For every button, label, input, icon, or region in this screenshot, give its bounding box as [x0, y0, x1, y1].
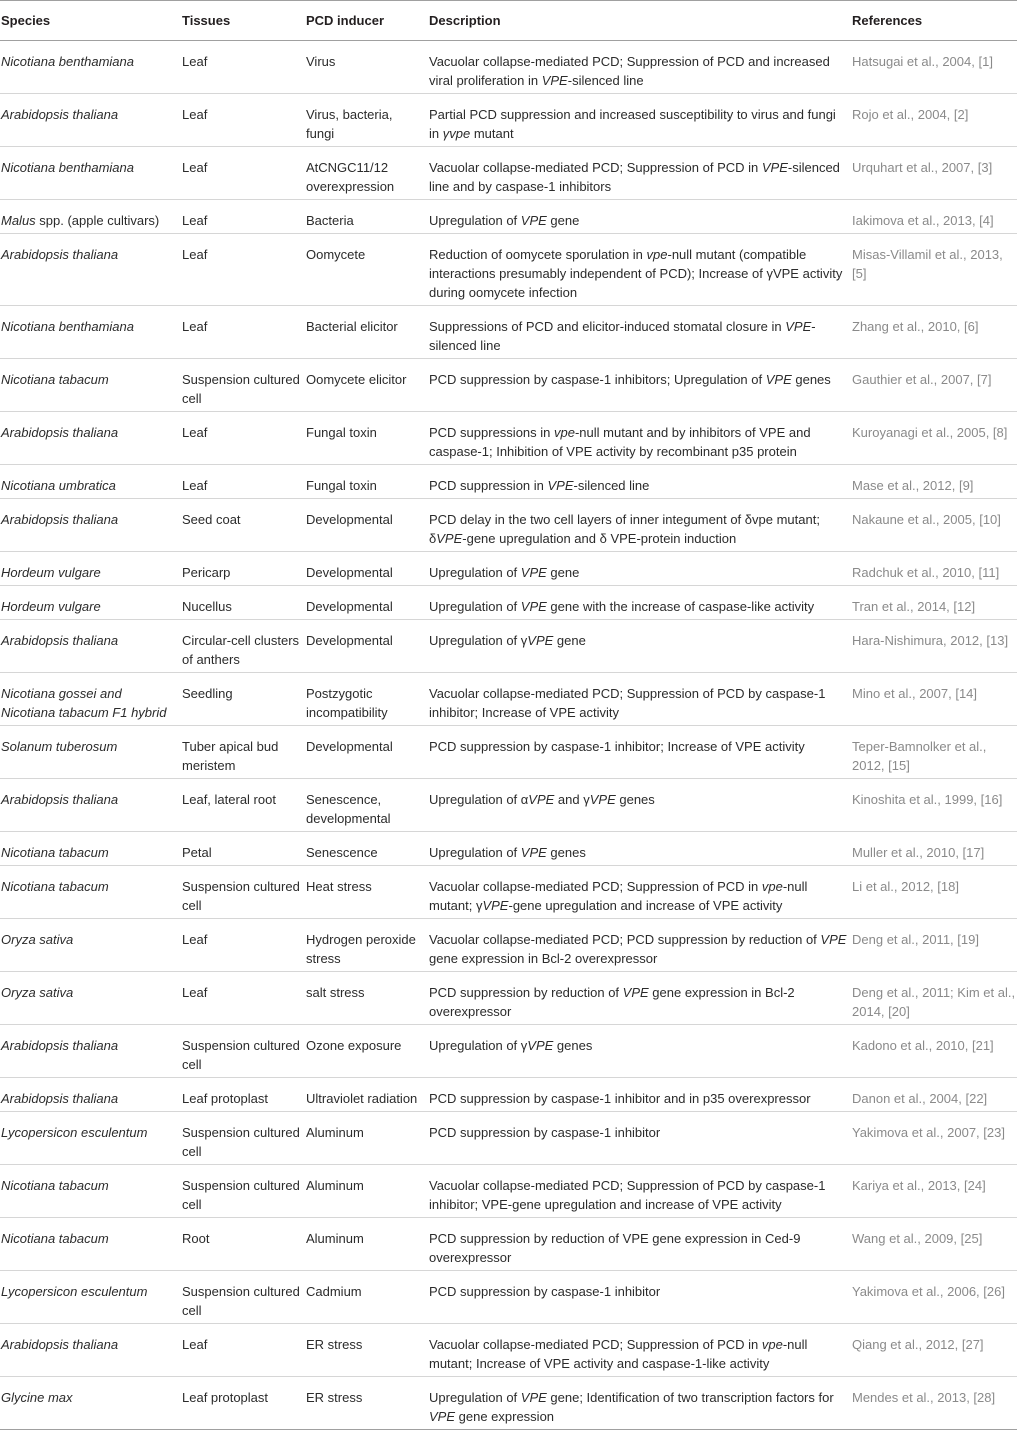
reference-cell: Hara-Nishimura, 2012, [13] [851, 620, 1017, 673]
tissue-cell: Leaf protoplast [181, 1078, 305, 1112]
species-cell: Arabidopsis thaliana [0, 499, 181, 552]
tissue-cell: Pericarp [181, 552, 305, 586]
reference-cell: Danon et al., 2004, [22] [851, 1078, 1017, 1112]
inducer-cell: Oomycete [305, 234, 428, 306]
header-row [0, 1, 1017, 41]
species-cell: Lycopersicon esculentum [0, 1271, 181, 1324]
species-cell: Arabidopsis thaliana [0, 94, 181, 147]
tissue-cell: Leaf [181, 919, 305, 972]
description-cell: PCD suppression by caspase-1 inhibitor; Increase of VPE activity [428, 726, 851, 779]
description-cell: Reduction of oomycete sporulation in vpe-null mutant (compatible interactions presumably independent of PCD); Increase of γVPE activity during oomycete infection [428, 234, 851, 306]
table-row [0, 359, 1017, 412]
species-cell: Nicotiana benthamiana [0, 306, 181, 359]
tissue-cell: Suspension cultured cell [181, 866, 305, 919]
table-row [0, 465, 1017, 499]
species-cell: Nicotiana tabacum [0, 1218, 181, 1271]
reference-cell: Deng et al., 2011; Kim et al., 2014, [20] [851, 972, 1017, 1025]
description-cell: Vacuolar collapse-mediated PCD; Suppression of PCD and increased viral proliferation in VPE-silenced line [428, 41, 851, 94]
inducer-cell: Postzygotic incompatibility [305, 673, 428, 726]
table-row [0, 412, 1017, 465]
table-row [0, 1218, 1017, 1271]
header-pcd-inducer: PCD inducer [305, 1, 428, 41]
inducer-cell: Virus, bacteria, fungi [305, 94, 428, 147]
reference-cell: Hatsugai et al., 2004, [1] [851, 41, 1017, 94]
reference-cell: Mase et al., 2012, [9] [851, 465, 1017, 499]
table-row [0, 1271, 1017, 1324]
table-row [0, 866, 1017, 919]
tissue-cell: Suspension cultured cell [181, 1112, 305, 1165]
reference-cell: Rojo et al., 2004, [2] [851, 94, 1017, 147]
table-row [0, 234, 1017, 306]
reference-cell: Kuroyanagi et al., 2005, [8] [851, 412, 1017, 465]
inducer-cell: ER stress [305, 1324, 428, 1377]
species-cell: Arabidopsis thaliana [0, 412, 181, 465]
inducer-cell: Bacteria [305, 200, 428, 234]
species-cell: Nicotiana benthamiana [0, 41, 181, 94]
reference-cell: Gauthier et al., 2007, [7] [851, 359, 1017, 412]
species-cell: Arabidopsis thaliana [0, 779, 181, 832]
description-cell: PCD suppression by reduction of VPE gene expression in Bcl-2 overexpressor [428, 972, 851, 1025]
description-cell: PCD suppression by caspase-1 inhibitors; Upregulation of VPE genes [428, 359, 851, 412]
inducer-cell: Fungal toxin [305, 412, 428, 465]
species-cell: Oryza sativa [0, 972, 181, 1025]
table-row [0, 832, 1017, 866]
reference-cell: Urquhart et al., 2007, [3] [851, 147, 1017, 200]
header-references: References [851, 1, 1017, 41]
table-row [0, 1078, 1017, 1112]
inducer-cell: salt stress [305, 972, 428, 1025]
description-cell: Upregulation of VPE gene; Identification of two transcription factors for VPE gene expression [428, 1377, 851, 1430]
tissue-cell: Nucellus [181, 586, 305, 620]
species-cell: Nicotiana tabacum [0, 359, 181, 412]
species-cell: Solanum tuberosum [0, 726, 181, 779]
reference-cell: Wang et al., 2009, [25] [851, 1218, 1017, 1271]
description-cell: Upregulation of γVPE genes [428, 1025, 851, 1078]
inducer-cell: Developmental [305, 499, 428, 552]
inducer-cell: ER stress [305, 1377, 428, 1430]
tissue-cell: Leaf [181, 200, 305, 234]
table-row [0, 1324, 1017, 1377]
species-cell: Hordeum vulgare [0, 586, 181, 620]
tissue-cell: Leaf [181, 1324, 305, 1377]
table-row [0, 726, 1017, 779]
reference-cell: Yakimova et al., 2006, [26] [851, 1271, 1017, 1324]
inducer-cell: Heat stress [305, 866, 428, 919]
tissue-cell: Leaf [181, 234, 305, 306]
reference-cell: Kadono et al., 2010, [21] [851, 1025, 1017, 1078]
description-cell: PCD suppression by caspase-1 inhibitor [428, 1271, 851, 1324]
inducer-cell: Oomycete elicitor [305, 359, 428, 412]
species-cell: Arabidopsis thaliana [0, 234, 181, 306]
tissue-cell: Suspension cultured cell [181, 1025, 305, 1078]
inducer-cell: Senescence [305, 832, 428, 866]
description-cell: Upregulation of VPE gene [428, 552, 851, 586]
description-cell: Upregulation of αVPE and γVPE genes [428, 779, 851, 832]
description-cell: Upregulation of VPE gene [428, 200, 851, 234]
reference-cell: Qiang et al., 2012, [27] [851, 1324, 1017, 1377]
species-cell: Glycine max [0, 1377, 181, 1430]
description-cell: Vacuolar collapse-mediated PCD; Suppression of PCD by caspase-1 inhibitor; Increase of VPE activity [428, 673, 851, 726]
description-cell: Vacuolar collapse-mediated PCD; Suppression of PCD in VPE-silenced line and by caspase-1 inhibitors [428, 147, 851, 200]
description-cell: PCD suppression by caspase-1 inhibitor and in p35 overexpressor [428, 1078, 851, 1112]
tissue-cell: Tuber apical bud meristem [181, 726, 305, 779]
table-row [0, 620, 1017, 673]
description-cell: PCD suppressions in vpe-null mutant and by inhibitors of VPE and caspase-1; Inhibition of VPE activity by recombinant p35 protein [428, 412, 851, 465]
table-row [0, 200, 1017, 234]
species-cell: Lycopersicon esculentum [0, 1112, 181, 1165]
species-cell: Hordeum vulgare [0, 552, 181, 586]
species-cell: Arabidopsis thaliana [0, 620, 181, 673]
inducer-cell: Ozone exposure [305, 1025, 428, 1078]
description-cell: PCD suppression in VPE-silenced line [428, 465, 851, 499]
inducer-cell: Developmental [305, 620, 428, 673]
reference-cell: Nakaune et al., 2005, [10] [851, 499, 1017, 552]
tissue-cell: Leaf [181, 306, 305, 359]
table-row [0, 919, 1017, 972]
table-row [0, 586, 1017, 620]
species-cell: Nicotiana tabacum [0, 866, 181, 919]
table-row [0, 1377, 1017, 1430]
tissue-cell: Root [181, 1218, 305, 1271]
table-row [0, 673, 1017, 726]
table-row [0, 779, 1017, 832]
species-cell: Arabidopsis thaliana [0, 1078, 181, 1112]
inducer-cell: Bacterial elicitor [305, 306, 428, 359]
inducer-cell: Aluminum [305, 1112, 428, 1165]
table-row [0, 94, 1017, 147]
tissue-cell: Leaf, lateral root [181, 779, 305, 832]
description-cell: PCD suppression by caspase-1 inhibitor [428, 1112, 851, 1165]
reference-cell: Li et al., 2012, [18] [851, 866, 1017, 919]
description-cell: Upregulation of VPE genes [428, 832, 851, 866]
description-cell: Suppressions of PCD and elicitor-induced stomatal closure in VPE-silenced line [428, 306, 851, 359]
description-cell: Vacuolar collapse-mediated PCD; Suppression of PCD in vpe-null mutant; Increase of VPE activity and caspase-1-like activity [428, 1324, 851, 1377]
description-cell: Upregulation of γVPE gene [428, 620, 851, 673]
species-cell: Arabidopsis thaliana [0, 1324, 181, 1377]
inducer-cell: AtCNGC11/12 overexpression [305, 147, 428, 200]
reference-cell: Tran et al., 2014, [12] [851, 586, 1017, 620]
species-cell: Nicotiana umbratica [0, 465, 181, 499]
table-row [0, 147, 1017, 200]
reference-cell: Mino et al., 2007, [14] [851, 673, 1017, 726]
description-cell: PCD suppression by reduction of VPE gene expression in Ced-9 overexpressor [428, 1218, 851, 1271]
species-cell: Nicotiana gossei and Nicotiana tabacum F1 hybrid [0, 673, 181, 726]
tissue-cell: Seed coat [181, 499, 305, 552]
tissue-cell: Leaf [181, 412, 305, 465]
description-cell: Partial PCD suppression and increased susceptibility to virus and fungi in γvpe mutant [428, 94, 851, 147]
reference-cell: Zhang et al., 2010, [6] [851, 306, 1017, 359]
species-cell: Nicotiana tabacum [0, 832, 181, 866]
inducer-cell: Hydrogen peroxide stress [305, 919, 428, 972]
description-cell: Vacuolar collapse-mediated PCD; Suppression of PCD in vpe-null mutant; γVPE-gene upregulation and increase of VPE activity [428, 866, 851, 919]
tissue-cell: Seedling [181, 673, 305, 726]
species-cell: Nicotiana benthamiana [0, 147, 181, 200]
reference-cell: Mendes et al., 2013, [28] [851, 1377, 1017, 1430]
table-body [0, 41, 1017, 1430]
tissue-cell: Leaf [181, 94, 305, 147]
reference-cell: Muller et al., 2010, [17] [851, 832, 1017, 866]
species-cell: Arabidopsis thaliana [0, 1025, 181, 1078]
reference-cell: Deng et al., 2011, [19] [851, 919, 1017, 972]
header-description: Description [428, 1, 851, 41]
reference-cell: Teper-Bamnolker et al., 2012, [15] [851, 726, 1017, 779]
description-cell: Vacuolar collapse-mediated PCD; Suppression of PCD by caspase-1 inhibitor; VPE-gene upregulation and increase of VPE activity [428, 1165, 851, 1218]
table-row [0, 1165, 1017, 1218]
tissue-cell: Petal [181, 832, 305, 866]
table-header [0, 1, 1017, 41]
inducer-cell: Aluminum [305, 1218, 428, 1271]
inducer-cell: Developmental [305, 552, 428, 586]
table-row [0, 41, 1017, 94]
reference-cell: Kinoshita et al., 1999, [16] [851, 779, 1017, 832]
description-cell: Upregulation of VPE gene with the increase of caspase-like activity [428, 586, 851, 620]
inducer-cell: Cadmium [305, 1271, 428, 1324]
table-row [0, 972, 1017, 1025]
reference-cell: Yakimova et al., 2007, [23] [851, 1112, 1017, 1165]
tissue-cell: Leaf protoplast [181, 1377, 305, 1430]
tissue-cell: Leaf [181, 972, 305, 1025]
table-row [0, 552, 1017, 586]
species-cell: Nicotiana tabacum [0, 1165, 181, 1218]
tissue-cell: Circular-cell clusters of anthers [181, 620, 305, 673]
reference-cell: Kariya et al., 2013, [24] [851, 1165, 1017, 1218]
table-row [0, 1025, 1017, 1078]
description-cell: Vacuolar collapse-mediated PCD; PCD suppression by reduction of VPE gene expression in Bcl-2 overexpressor [428, 919, 851, 972]
inducer-cell: Virus [305, 41, 428, 94]
description-cell: PCD delay in the two cell layers of inner integument of δvpe mutant; δVPE-gene upregulation and δ VPE-protein induction [428, 499, 851, 552]
species-cell: Malus spp. (apple cultivars) [0, 200, 181, 234]
inducer-cell: Ultraviolet radiation [305, 1078, 428, 1112]
inducer-cell: Developmental [305, 726, 428, 779]
table-row [0, 499, 1017, 552]
tissue-cell: Leaf [181, 41, 305, 94]
reference-cell: Radchuk et al., 2010, [11] [851, 552, 1017, 586]
table-row [0, 1112, 1017, 1165]
reference-cell: Misas-Villamil et al., 2013, [5] [851, 234, 1017, 306]
tissue-cell: Suspension cultured cell [181, 1165, 305, 1218]
tissue-cell: Suspension cultured cell [181, 1271, 305, 1324]
inducer-cell: Aluminum [305, 1165, 428, 1218]
inducer-cell: Senescence, developmental [305, 779, 428, 832]
species-cell: Oryza sativa [0, 919, 181, 972]
table-row [0, 306, 1017, 359]
reference-cell: Iakimova et al., 2013, [4] [851, 200, 1017, 234]
inducer-cell: Fungal toxin [305, 465, 428, 499]
tissue-cell: Leaf [181, 147, 305, 200]
tissue-cell: Leaf [181, 465, 305, 499]
inducer-cell: Developmental [305, 586, 428, 620]
tissue-cell: Suspension cultured cell [181, 359, 305, 412]
header-tissues: Tissues [181, 1, 305, 41]
header-species: Species [0, 1, 181, 41]
